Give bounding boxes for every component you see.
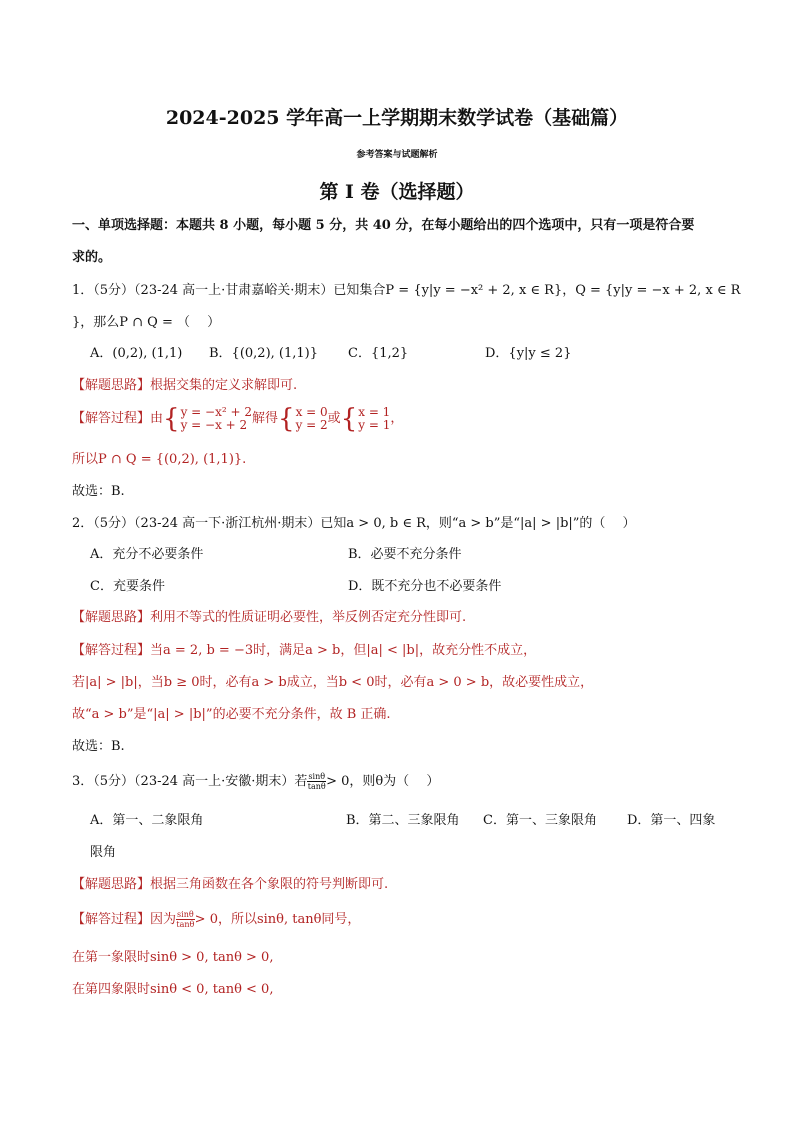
q1-process-tag: 【解答过程】 [72, 411, 151, 426]
q3-process-tag: 【解答过程】 [72, 912, 151, 927]
q2-idea-tag: 【解题思路】 [72, 610, 151, 625]
q2-idea-text: 利用不等式的性质证明必要性，举反例否定充分性即可. [150, 610, 467, 625]
q2-process-tag: 【解答过程】 [72, 643, 151, 658]
q3-process-suffix: > 0，所以sinθ, tanθ同号， [194, 912, 361, 927]
q1-sys2-row1: x = 0 [295, 405, 328, 419]
volume-heading: 第 I 卷（选择题） [319, 181, 475, 203]
q2-stem: 2．（5分）（23-24 高一下·浙江杭州·期末）已知a > 0, b ∈ R，则“a > b”是“|a| > |b|”的（ ） [72, 516, 636, 531]
q1-solution-1: { x = 0 y = 2 [278, 403, 328, 434]
q1-process-line2: 所以P ∩ Q = {(0,2), (1,1)}. [72, 452, 247, 467]
q3-stem-fraction [307, 772, 326, 791]
q1-process-prefix: 由 [150, 411, 164, 426]
q3-process-fraction [176, 910, 195, 929]
q1-process-end: ， [390, 411, 404, 426]
q1-process-mid: 解得 [252, 411, 279, 426]
q2-option-a: A．充分不必要条件 [90, 547, 204, 562]
q3-stem-suffix: > 0，则θ为（ ） [326, 774, 440, 789]
q3-process [72, 910, 360, 930]
q2-process-line2: 若|a| > |b|，当b ≥ 0时，必有a > b成立，当b < 0时，必有a > 0 > b，故必要性成立， [72, 675, 594, 690]
q3-frac-den: tanθ [307, 782, 326, 791]
q2-option-d: D．既不充分也不必要条件 [348, 579, 502, 594]
q1-idea-text: 根据交集的定义求解即可. [150, 378, 298, 393]
q1-sys1-row2: y = −x + 2 [180, 418, 248, 432]
q3-stem-prefix: 3．（5分）（23-24 高一上·安徽·期末）若 [72, 774, 308, 789]
q1-stem-line1: 1．（5分）（23-24 高一上·甘肃嘉峪关·期末）已知集合P = {y|y = −x² + 2, x ∈ R}，Q = {y|y = −x + 2, x ∈ R [72, 283, 741, 298]
q2-option-c: C．充要条件 [90, 579, 165, 594]
q3-option-d: D．第一、四象 [627, 813, 716, 828]
section-instruction-line1: 一、单项选择题：本题共 8 小题，每小题 5 分，共 40 分，在每小题给出的四个选项中，只有一项是符合要 [72, 218, 695, 233]
q2-option-b: B．必要不充分条件 [348, 547, 462, 562]
q1-process [72, 403, 404, 434]
q1-sys2-row2: y = 2 [295, 418, 328, 432]
q1-option-b: B．{(0,2), (1,1)} [209, 346, 318, 361]
page-subtitle: 参考答案与试题解析 [356, 150, 438, 160]
q1-idea-tag: 【解题思路】 [72, 378, 151, 393]
q3-process-line2: 在第一象限时sinθ > 0, tanθ > 0, [72, 950, 274, 965]
q1-option-a: A．(0,2), (1,1) [90, 346, 183, 361]
q3-option-c: C．第一、三象限角 [483, 813, 597, 828]
q3-frac-num: sinθ [308, 772, 326, 781]
q1-sys3-row2: y = 1 [358, 418, 391, 432]
q1-answer: 故选：B. [72, 484, 125, 499]
q3-option-b: B．第二、三象限角 [346, 813, 460, 828]
q3-proc-frac-den: tanθ [176, 920, 195, 929]
q1-option-c: C．{1,2} [348, 346, 409, 361]
q3-option-a: A．第一、二象限角 [90, 813, 204, 828]
q3-stem [72, 772, 439, 792]
q3-option-d-wrap: 限角 [90, 845, 117, 860]
q2-process-line1: 当a = 2, b = −3时，满足a > b，但|a| < |b|，故充分性不成立， [150, 643, 537, 658]
q1-stem-line2: }，那么P ∩ Q = （ ） [72, 315, 221, 330]
q2-process [72, 641, 536, 661]
q3-idea [72, 875, 388, 895]
q2-process-line3: 故“a > b”是“|a| > |b|”的必要不充分条件，故 B 正确. [72, 707, 391, 722]
q2-answer: 故选：B. [72, 739, 125, 754]
section-instruction-line2: 求的。 [72, 250, 112, 265]
q1-idea [72, 376, 297, 396]
q1-solution-2: { x = 1 y = 1 [340, 403, 391, 434]
q3-proc-frac-num: sinθ [177, 910, 194, 919]
page-title: 2024-2025 学年高一上学期期末数学试卷（基础篇） [165, 107, 629, 129]
q1-equation-system: { y = −x² + 2 y = −x + 2 [163, 403, 252, 434]
q3-idea-text: 根据三角函数在各个象限的符号判断即可. [150, 877, 389, 892]
q1-sys3-row1: x = 1 [358, 405, 391, 419]
q3-process-prefix: 因为 [150, 912, 177, 927]
q1-process-or: 或 [327, 411, 341, 426]
q1-sys1-row1: y = −x² + 2 [180, 405, 252, 419]
q3-process-line3: 在第四象限时sinθ < 0, tanθ < 0, [72, 982, 274, 997]
q1-option-d: D．{y|y ≤ 2} [485, 346, 572, 361]
q3-idea-tag: 【解题思路】 [72, 877, 151, 892]
q2-idea [72, 608, 466, 628]
